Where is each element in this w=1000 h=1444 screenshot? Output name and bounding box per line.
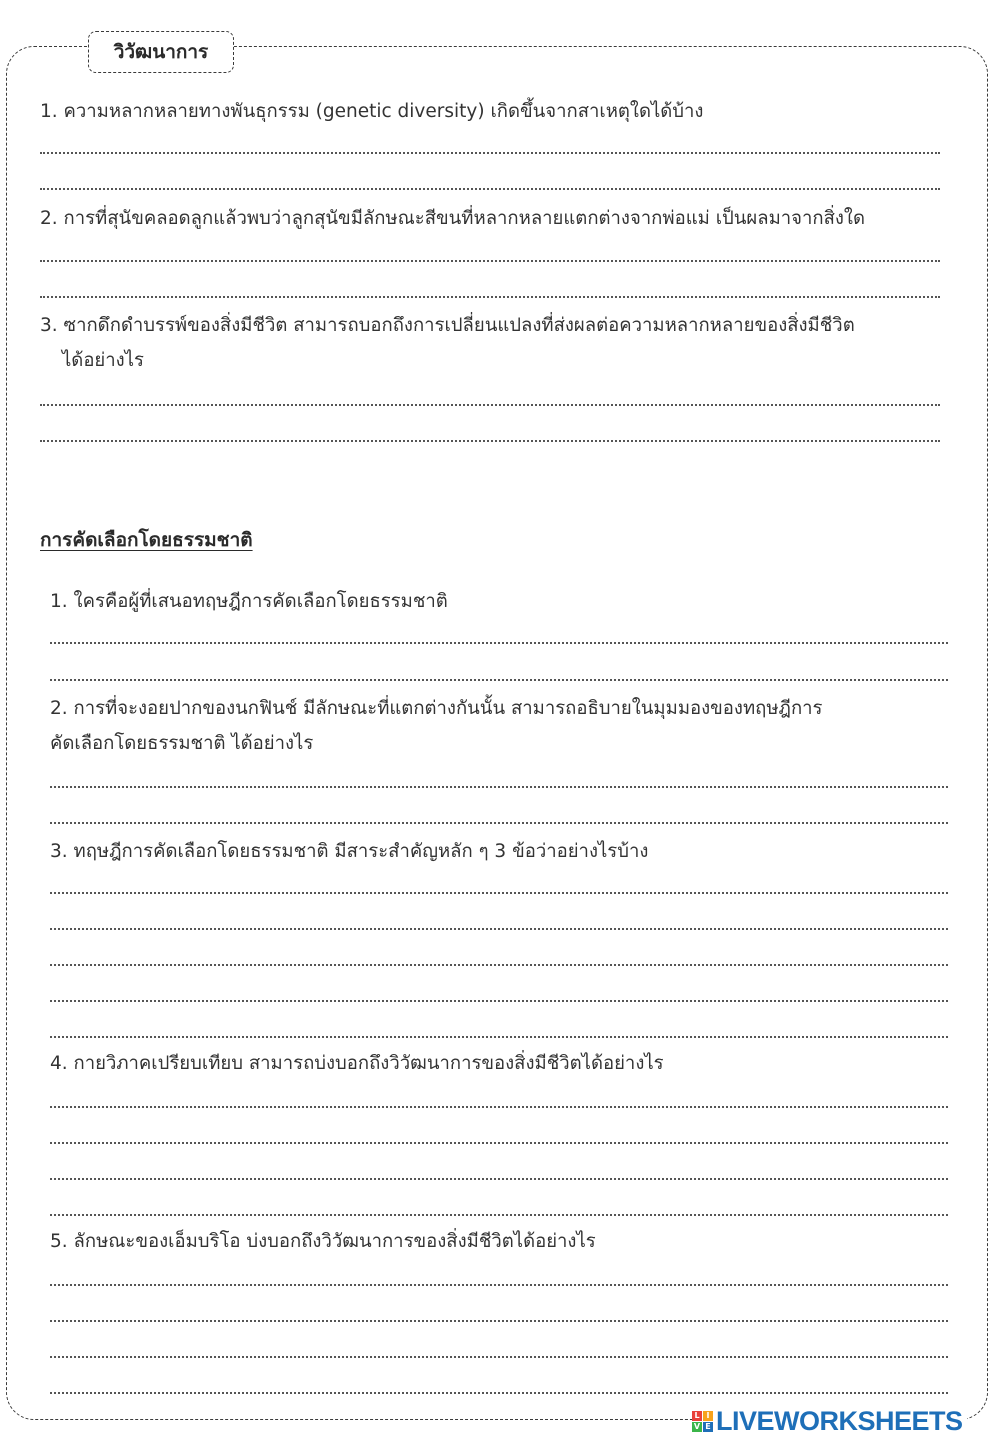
answer-line[interactable] (50, 1106, 948, 1108)
ns-question-5-text: 5. ลักษณะของเอ็มบริโอ บ่งบอกถึงวิวัฒนาการของสิ่งมีชีวิตได้อย่างไร (50, 1231, 596, 1252)
answer-line[interactable] (40, 440, 940, 442)
answer-line[interactable] (50, 928, 948, 930)
liveworksheets-wordmark: LIVEWORKSHEETS (716, 1405, 963, 1436)
badge-letter: I (703, 1411, 713, 1421)
worksheet-title: วิวัฒนาการ (88, 31, 234, 73)
answer-line[interactable] (50, 822, 948, 824)
answer-line[interactable] (50, 1036, 948, 1038)
ns-question-1-text: 1. ใครคือผู้ที่เสนอทฤษฎีการคัดเลือกโดยธรรมชาติ (50, 591, 448, 612)
liveworksheets-logo (692, 1404, 967, 1438)
answer-line[interactable] (50, 1356, 948, 1358)
answer-line[interactable] (50, 1178, 948, 1180)
answer-line[interactable] (50, 786, 948, 788)
badge-letter: E (703, 1422, 713, 1432)
question-2-text: 2. การที่สุนัขคลอดลูกแล้วพบว่าลูกสุนัขมีลักษณะสีขนที่หลากหลายแตกต่างจากพ่อแม่ เป็นผลมาจากสิ่งใด (40, 208, 865, 229)
answer-line[interactable] (40, 188, 940, 190)
liveworksheets-badge-icon (692, 1411, 713, 1432)
ns-question-3-text: 3. ทฤษฎีการคัดเลือกโดยธรรมชาติ มีสาระสำคัญหลัก ๆ 3 ข้อว่าอย่างไรบ้าง (50, 841, 649, 862)
answer-line[interactable] (50, 642, 948, 644)
answer-line[interactable] (50, 1320, 948, 1322)
question-3-text-continued: ได้อย่างไร (62, 350, 144, 371)
answer-line[interactable] (50, 1142, 948, 1144)
badge-letter: V (693, 1421, 701, 1431)
answer-line[interactable] (40, 152, 940, 154)
answer-line[interactable] (40, 404, 940, 406)
badge-letter: L (692, 1411, 702, 1421)
answer-line[interactable] (50, 1392, 948, 1394)
answer-line[interactable] (50, 1284, 948, 1286)
answer-line[interactable] (50, 1214, 948, 1216)
section-heading-natural-selection: การคัดเลือกโดยธรรมชาติ (40, 529, 253, 551)
ns-question-2-text-continued: คัดเลือกโดยธรรมชาติ ได้อย่างไร (50, 733, 314, 754)
question-3-text: 3. ซากดึกดำบรรพ์ของสิ่งมีชีวิต สามารถบอกถึงการเปลี่ยนแปลงที่ส่งผลต่อความหลากหลายของสิ่งมีชีวิต (40, 315, 855, 336)
answer-line[interactable] (50, 892, 948, 894)
ns-question-4-text: 4. กายวิภาคเปรียบเทียบ สามารถบ่งบอกถึงวิวัฒนาการของสิ่งมีชีวิตได้อย่างไร (50, 1053, 664, 1074)
answer-line[interactable] (50, 1000, 948, 1002)
ns-question-2-text: 2. การที่จะงอยปากของนกฟินช์ มีลักษณะที่แตกต่างกันนั้น สามารถอธิบายในมุมมองของทฤษฎีการ (50, 698, 823, 719)
question-1-text: 1. ความหลากหลายทางพันธุกรรม (genetic diversity) เกิดขึ้นจากสาเหตุใดได้บ้าง (40, 101, 704, 122)
answer-line[interactable] (40, 296, 940, 298)
answer-line[interactable] (50, 679, 948, 681)
answer-line[interactable] (50, 964, 948, 966)
answer-line[interactable] (40, 260, 940, 262)
